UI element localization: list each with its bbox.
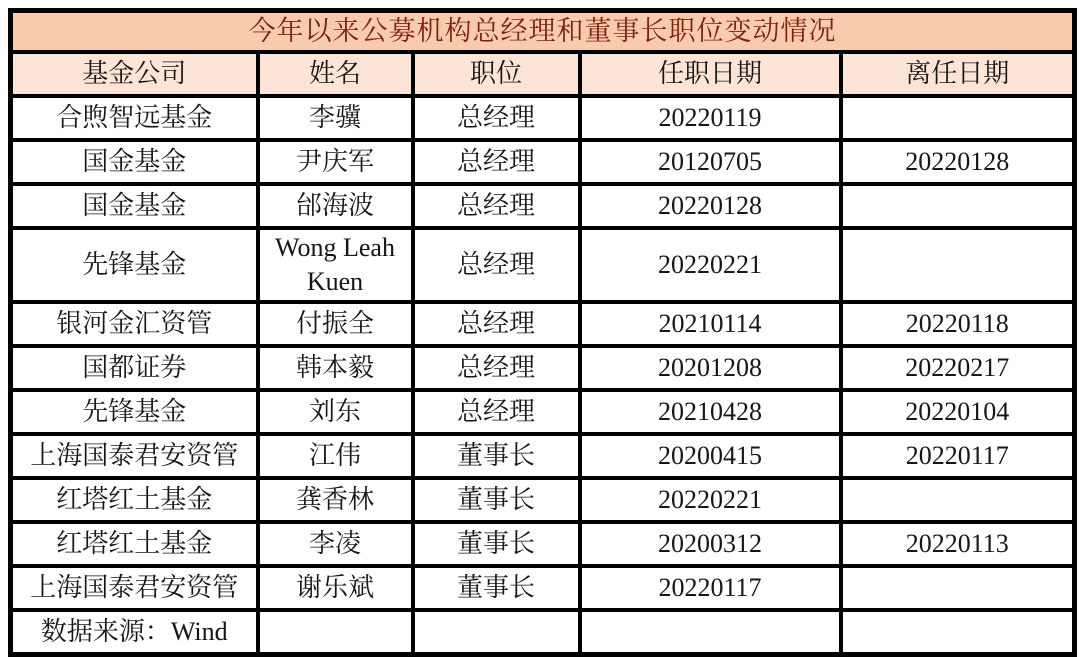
source-note: 数据来源：Wind (11, 610, 258, 655)
cell-name: Wong Leah Kuen (258, 228, 413, 302)
cell-end-date (841, 566, 1075, 610)
table-row (11, 566, 1075, 610)
cell-end-date: 20220128 (841, 140, 1075, 184)
cell-name: 尹庆军 (258, 140, 413, 184)
empty-cell (580, 610, 841, 655)
empty-cell (841, 610, 1075, 655)
table-row (11, 302, 1075, 346)
cell-name: 付振全 (258, 302, 413, 346)
table-row (11, 346, 1075, 390)
cell-name: 刘东 (258, 390, 413, 434)
table-row (11, 478, 1075, 522)
cell-company: 国金基金 (11, 184, 258, 228)
cell-name: 李凌 (258, 522, 413, 566)
cell-end-date (841, 184, 1075, 228)
cell-company: 红塔红土基金 (11, 522, 258, 566)
column-header-name: 姓名 (258, 52, 413, 96)
cell-start-date: 20210114 (580, 302, 841, 346)
cell-position: 总经理 (413, 346, 580, 390)
cell-start-date: 20210428 (580, 390, 841, 434)
cell-end-date: 20220217 (841, 346, 1075, 390)
cell-end-date: 20220117 (841, 434, 1075, 478)
cell-name: 江伟 (258, 434, 413, 478)
cell-end-date: 20220118 (841, 302, 1075, 346)
cell-position: 总经理 (413, 390, 580, 434)
column-header-company: 基金公司 (11, 52, 258, 96)
table-row (11, 522, 1075, 566)
table-header-row (11, 52, 1075, 96)
table-footer-row (11, 610, 1075, 655)
table-row (11, 96, 1075, 140)
cell-position: 董事长 (413, 566, 580, 610)
cell-company: 合煦智远基金 (11, 96, 258, 140)
cell-name: 谢乐斌 (258, 566, 413, 610)
cell-name: 韩本毅 (258, 346, 413, 390)
table-title: 今年以来公募机构总经理和董事长职位变动情况 (11, 11, 1075, 53)
cell-position: 董事长 (413, 434, 580, 478)
column-header-end-date: 离任日期 (841, 52, 1075, 96)
cell-position: 总经理 (413, 184, 580, 228)
cell-company: 国都证券 (11, 346, 258, 390)
table-body (11, 96, 1075, 610)
cell-end-date (841, 478, 1075, 522)
cell-start-date: 20220221 (580, 228, 841, 302)
cell-start-date: 20201208 (580, 346, 841, 390)
empty-cell (258, 610, 413, 655)
cell-name: 邰海波 (258, 184, 413, 228)
executive-change-table-container (8, 8, 1077, 657)
executive-change-table (8, 8, 1077, 657)
cell-position: 总经理 (413, 96, 580, 140)
cell-company: 先锋基金 (11, 390, 258, 434)
cell-position: 董事长 (413, 478, 580, 522)
cell-company: 国金基金 (11, 140, 258, 184)
table-row (11, 228, 1075, 302)
table-row (11, 184, 1075, 228)
cell-company: 银河金汇资管 (11, 302, 258, 346)
table-title-row (11, 11, 1075, 53)
cell-name: 龚香林 (258, 478, 413, 522)
cell-start-date: 20200415 (580, 434, 841, 478)
cell-position: 董事长 (413, 522, 580, 566)
table-row (11, 390, 1075, 434)
cell-company: 先锋基金 (11, 228, 258, 302)
cell-position: 总经理 (413, 302, 580, 346)
table-row (11, 140, 1075, 184)
cell-company: 上海国泰君安资管 (11, 434, 258, 478)
empty-cell (413, 610, 580, 655)
cell-start-date: 20200312 (580, 522, 841, 566)
cell-company: 红塔红土基金 (11, 478, 258, 522)
column-header-start-date: 任职日期 (580, 52, 841, 96)
cell-company: 上海国泰君安资管 (11, 566, 258, 610)
cell-end-date: 20220113 (841, 522, 1075, 566)
cell-name: 李骥 (258, 96, 413, 140)
cell-start-date: 20220221 (580, 478, 841, 522)
cell-position: 总经理 (413, 140, 580, 184)
cell-start-date: 20220119 (580, 96, 841, 140)
cell-start-date: 20120705 (580, 140, 841, 184)
cell-end-date: 20220104 (841, 390, 1075, 434)
cell-position: 总经理 (413, 228, 580, 302)
cell-start-date: 20220128 (580, 184, 841, 228)
cell-end-date (841, 228, 1075, 302)
table-row (11, 434, 1075, 478)
cell-start-date: 20220117 (580, 566, 841, 610)
cell-end-date (841, 96, 1075, 140)
column-header-position: 职位 (413, 52, 580, 96)
